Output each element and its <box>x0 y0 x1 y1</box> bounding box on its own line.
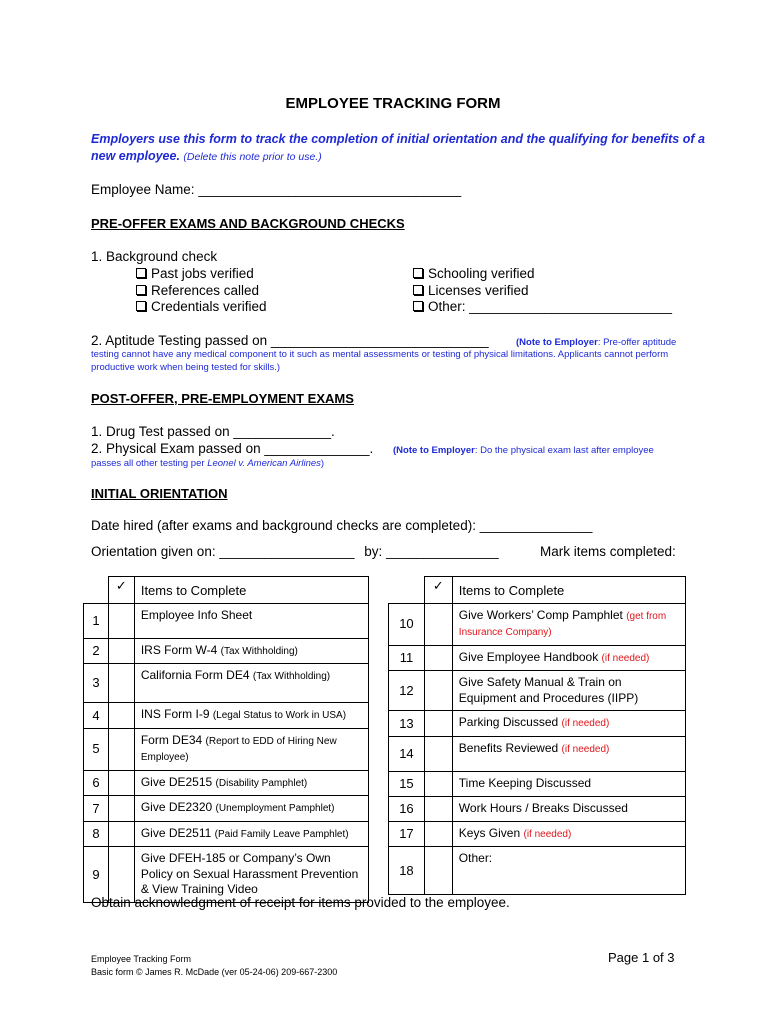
item-description <box>134 796 368 822</box>
item-description <box>134 703 368 729</box>
item-sub-note: (Disability Pamphlet) <box>215 777 308 789</box>
item-number: 16 <box>389 796 425 821</box>
footer-copyright: Basic form © James R. McDade (ver 05-24-06) 209-667-2300 <box>91 966 338 977</box>
table-row <box>84 638 369 664</box>
orientation-given-label: Orientation given on: <box>91 544 216 559</box>
table-row <box>389 847 686 895</box>
physical-exam-row <box>91 441 373 456</box>
checklist-item-licenses[interactable]: Licenses verified <box>413 283 672 300</box>
items-column-header: Items to Complete <box>134 577 368 604</box>
table-row <box>84 770 369 796</box>
orientation-by-field[interactable]: _______________ <box>386 544 499 559</box>
table-row <box>389 603 686 645</box>
items-table-right <box>388 576 686 895</box>
physical-exam-note-lead: (Note to Employer: Do the physical exam last after employee <box>393 445 654 456</box>
drug-test-label: 1. Drug Test passed on <box>91 424 230 439</box>
item-checkbox-cell[interactable] <box>424 736 452 771</box>
item-checkbox-cell[interactable] <box>424 821 452 847</box>
mark-items-label: Mark items completed: <box>540 544 676 559</box>
orientation-by-label: by: <box>364 544 383 559</box>
item-description <box>134 603 368 638</box>
employee-name-row <box>91 182 461 197</box>
item-description <box>134 821 368 847</box>
item-description <box>452 711 685 737</box>
section-heading-orientation: INITIAL ORIENTATION <box>91 486 228 501</box>
intro-note: (Delete this note prior to use.) <box>183 151 322 163</box>
item-sub-note: (Paid Family Leave Pamphlet) <box>214 828 349 840</box>
item-checkbox-cell[interactable] <box>108 664 134 703</box>
item-main-text: Employee Info Sheet <box>140 607 253 622</box>
item-description <box>452 603 685 645</box>
item-main-text: Give DE2320 <box>140 800 216 814</box>
table-row <box>84 664 369 703</box>
item-sub-note: (Legal Status to Work in USA) <box>212 710 347 721</box>
drug-test-date-field[interactable]: _____________. <box>233 424 335 439</box>
item-main-text: Give DE2511 <box>140 825 215 840</box>
item-number: 11 <box>389 645 425 671</box>
item-sub-note: (Tax Withholding) <box>252 671 331 682</box>
page-number: Page 1 of 3 <box>608 950 675 965</box>
background-check-right-list <box>413 266 672 316</box>
checkbox-icon[interactable] <box>136 268 146 278</box>
checklist-item-references[interactable]: References called <box>136 283 267 300</box>
table-row <box>389 645 686 671</box>
physical-exam-date-field[interactable]: ______________. <box>264 441 374 456</box>
intro-text: Employers use this form to track the completion of initial orientation and the qualifying for benefits of a new employee. <box>91 132 705 163</box>
physical-exam-note-continued: passes all other testing per Leonel v. American Airlines) <box>91 458 325 469</box>
item-main-text: IRS Form W-4 <box>140 642 221 657</box>
table-row <box>84 847 369 903</box>
item-checkbox-cell[interactable] <box>424 847 452 895</box>
item-number: 9 <box>84 847 109 903</box>
items-table-left <box>83 576 369 903</box>
item-conditional-note: (get from Insurance Company) <box>458 610 667 638</box>
background-check-left-list <box>136 266 267 316</box>
item-conditional-note: (if needed) <box>523 828 572 840</box>
item-main-text: Work Hours / Breaks Discussed <box>458 800 628 815</box>
item-number: 15 <box>389 771 425 796</box>
aptitude-note-lead: (Note to Employer: Pre-offer aptitude <box>516 337 677 348</box>
item-main-text: INS Form I-9 <box>140 707 213 721</box>
item-description <box>452 736 685 771</box>
checkmark-icon: ✓ <box>115 578 127 593</box>
checklist-item-past-jobs[interactable]: Past jobs verified <box>136 266 267 283</box>
date-hired-label: Date hired (after exams and background checks are completed): <box>91 518 476 533</box>
check-column-header <box>424 577 452 604</box>
checklist-item-other[interactable]: Other: ___________________________ <box>413 299 672 316</box>
item-checkbox-cell[interactable] <box>108 728 134 770</box>
item-main-text: Give Safety Manual & Train on Equipment and Procedures (IIPP) <box>458 675 639 705</box>
item-checkbox-cell[interactable] <box>424 603 452 645</box>
item-main-text: Give DFEH-185 or Company’s Own Policy on Sexual Harassment Prevention & View Training Video <box>140 851 359 896</box>
item-number: 12 <box>389 671 425 711</box>
orientation-date-field[interactable]: __________________ <box>219 544 355 559</box>
section-heading-pre-offer: PRE-OFFER EXAMS AND BACKGROUND CHECKS <box>91 216 405 231</box>
item-number: 5 <box>84 728 109 770</box>
intro-instructions <box>91 131 711 166</box>
item-conditional-note: (if needed) <box>561 743 610 755</box>
item-description <box>134 728 368 770</box>
item-checkbox-cell[interactable] <box>108 770 134 796</box>
item-description <box>134 638 368 664</box>
drug-test-row <box>91 424 335 439</box>
checklist-item-schooling[interactable]: Schooling verified <box>413 266 672 283</box>
item-description <box>452 671 685 711</box>
orientation-given-row <box>91 544 499 559</box>
table-row <box>84 821 369 847</box>
items-column-header: Items to Complete <box>452 577 685 604</box>
table-row <box>389 736 686 771</box>
table-row <box>84 728 369 770</box>
date-hired-field[interactable]: _______________ <box>479 518 593 533</box>
item-main-text: Benefits Reviewed <box>458 740 562 755</box>
checkbox-icon[interactable] <box>136 301 146 311</box>
item-checkbox-cell[interactable] <box>424 796 452 821</box>
background-check-label: 1. Background check <box>91 249 218 264</box>
item-description <box>452 821 685 847</box>
item-checkbox-cell[interactable] <box>108 796 134 822</box>
other-field[interactable]: ___________________________ <box>469 299 672 314</box>
item-checkbox-cell[interactable] <box>424 771 452 796</box>
footer-form-name: Employee Tracking Form <box>91 954 192 964</box>
item-checkbox-cell[interactable] <box>108 847 134 903</box>
item-main-text: Give Employee Handbook <box>458 649 602 664</box>
date-hired-row <box>91 518 592 533</box>
table-row <box>389 771 686 796</box>
item-description <box>452 847 685 895</box>
item-description <box>452 771 685 796</box>
item-number: 2 <box>84 638 109 664</box>
item-sub-note: (Tax Withholding) <box>220 645 298 657</box>
item-main-text: California Form DE4 <box>140 668 253 682</box>
item-main-text: Parking Discussed <box>458 715 562 729</box>
item-number: 1 <box>84 603 109 638</box>
table-row <box>389 796 686 821</box>
table-row <box>84 603 369 638</box>
item-number: 14 <box>389 736 425 771</box>
aptitude-label: 2. Aptitude Testing passed on <box>91 333 268 348</box>
item-description <box>134 664 368 703</box>
item-description <box>134 847 368 903</box>
check-column-header <box>108 577 134 604</box>
item-conditional-note: (if needed) <box>561 718 610 729</box>
acknowledgment-text: Obtain acknowledgment of receipt for items provided to the employee. <box>91 895 510 910</box>
item-number: 3 <box>84 664 109 703</box>
checkmark-icon: ✓ <box>432 578 444 593</box>
employee-name-label: Employee Name: <box>91 182 195 197</box>
item-checkbox-cell[interactable] <box>424 671 452 711</box>
aptitude-date-field[interactable]: _____________________________ <box>270 333 489 348</box>
aptitude-note-continued: testing cannot have any medical component to it such as mental assessments or testing of physical limitations. Applicants cannot perform productive work when being tested for skills.) <box>91 349 669 373</box>
item-number: 6 <box>84 770 109 796</box>
table-row <box>389 671 686 711</box>
item-main-text: Keys Given <box>458 825 524 840</box>
item-sub-note: (Report to EDD of Hiring New Employee) <box>140 735 337 763</box>
item-checkbox-cell[interactable] <box>108 703 134 729</box>
item-main-text: Give DE2515 <box>140 774 216 789</box>
item-main-text: Time Keeping Discussed <box>458 775 592 790</box>
table-row <box>389 711 686 737</box>
form-title: EMPLOYEE TRACKING FORM <box>285 95 501 112</box>
checkbox-icon[interactable] <box>413 301 423 311</box>
checkbox-icon[interactable] <box>413 285 423 295</box>
checkbox-icon[interactable] <box>413 268 423 278</box>
item-main-text: Form DE34 <box>140 732 206 747</box>
physical-exam-label: 2. Physical Exam passed on <box>91 441 261 456</box>
item-number: 17 <box>389 821 425 847</box>
checklist-item-credentials[interactable]: Credentials verified <box>136 299 267 316</box>
item-conditional-note: (if needed) <box>601 652 650 664</box>
aptitude-row <box>91 333 489 348</box>
item-checkbox-cell[interactable] <box>108 821 134 847</box>
item-checkbox-cell[interactable] <box>424 645 452 671</box>
item-main-text: Other: <box>458 851 493 865</box>
employee-name-field[interactable]: ___________________________________ <box>198 182 462 197</box>
table-row <box>389 821 686 847</box>
item-checkbox-cell[interactable] <box>108 603 134 638</box>
footer-info <box>91 953 337 978</box>
item-sub-note: (Unemployment Pamphlet) <box>215 803 335 814</box>
item-number: 7 <box>84 796 109 822</box>
section-heading-post-offer: POST-OFFER, PRE-EMPLOYMENT EXAMS <box>91 391 354 406</box>
item-checkbox-cell[interactable] <box>424 711 452 737</box>
item-description <box>452 796 685 821</box>
item-number: 13 <box>389 711 425 737</box>
checkbox-icon[interactable] <box>136 285 146 295</box>
table-row <box>84 796 369 822</box>
item-number: 4 <box>84 703 109 729</box>
table-row <box>84 703 369 729</box>
item-number: 10 <box>389 603 425 645</box>
item-number: 18 <box>389 847 425 895</box>
item-description <box>134 770 368 796</box>
item-description <box>452 645 685 671</box>
item-number: 8 <box>84 821 109 847</box>
item-checkbox-cell[interactable] <box>108 638 134 664</box>
item-main-text: Give Workers’ Comp Pamphlet <box>458 607 627 622</box>
